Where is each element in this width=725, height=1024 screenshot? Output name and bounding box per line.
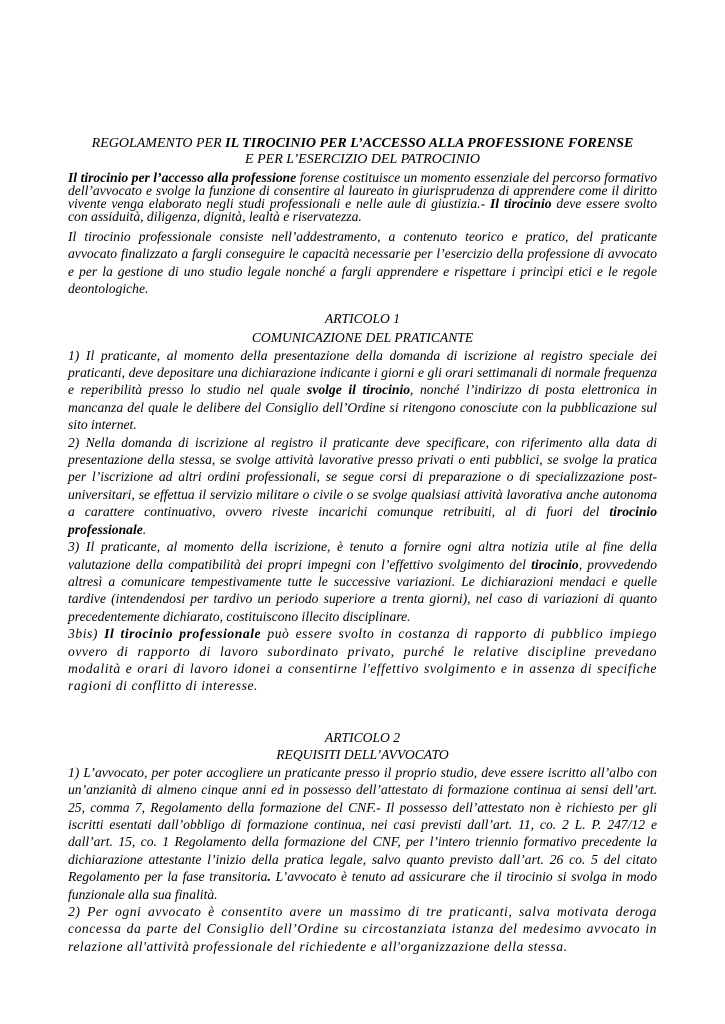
title-line-2: E PER L’ESERCIZIO DEL PATROCINIO [245, 152, 480, 167]
article-2-clause-1: 1) L’avvocato, per poter accogliere un praticante presso il proprio studio, deve essere iscritto all’albo con un’anzianità di almeno cinque anni ed in possesso dell’attestato di formazione continua ai sensi dell’art. 25, comma 7, Regolamento della formazione del CNF.- Il possesso dell’attestato non è richiesto per gli iscritti esentati dall’obbligo di formazione continua, nei casi previsti dall’art. 11, co. 2 L. P. 247/12 e dall’art. 15, co. 1 Regolamento della formazione del CNF, per l’intero triennio formativo precedente la dichiarazione attestante l’inizio della pratica legale, salvo quanto previsto dall’art. 26 co. 5 del citato Regolamento per la fase transitoria. L’avvocato è tenuto ad assicurare che il tirocinio si svolga in modo funzionale alla sua finalità. [68, 764, 658, 902]
title-line-1: REGOLAMENTO PER IL TIROCINIO PER L’ACCESSO ALLA PROFESSIONE FORENSE [91, 136, 634, 151]
article-1-heading: COMUNICAZIONE DEL PRATICANTE [251, 330, 474, 346]
article-1-clause-3: 3) Il praticante, al momento della iscrizione, è tenuto a fornire ogni altra notizia utile al fine della valutazione della compatibilità dei propri impegni con l’effettivo svolgimento del tirocinio, provvedendo altresì a comunicare tempestivamente tutte le successive variazioni. Le dichiarazioni mendaci e quelle tardive (intendendosi per tardivo un periodo superiore a trenta giorni), nel caso di variazioni di quanto precedentemente dichiarato, costituiscono illecito disciplinare. [68, 539, 657, 624]
document-title [68, 136, 657, 168]
intro-paragraph-2: Il tirocinio professionale consiste nell’addestramento, a contenuto teorico e pratico, del praticante avvocato finalizzato a fargli conseguire le capacità necessarie per l’esercizio della professione di avvocato e per la gestione di uno studio legale nonché a fargli apprendere e rispettare i princìpi etici e le regole deontologiche. [68, 229, 657, 297]
article-1-clause-1: 1) Il praticante, al momento della presentazione della domanda di iscrizione al registro speciale dei praticanti, deve depositare una dichiarazione indicante i giorni e gli orari settimanali di normale frequenza e reperibilità presso lo studio nel quale svolge il tirocinio, nonché l’indirizzo di posta elettronica in mancanza del quale le delibere del Consiglio dell’Ordine si ritengono conosciute con la pubblicazione sul sito internet. [68, 347, 657, 433]
document-page [68, 136, 657, 955]
article-2-heading: REQUISITI DELL’AVVOCATO [276, 747, 449, 763]
article-1-clause-3bis: 3bis) Il tirocinio professionale può essere svolto in costanza di rapporto di pubblico impiego ovvero di rapporto di lavoro subordinato privato, purché le relative discipline prevedano modalità e orari di lavoro idonei a consentirne l'effettivo svolgimento e in assenza di specifiche ragioni di conflitto di interesse. [68, 626, 658, 694]
intro-paragraph-1: Il tirocinio per l’accesso alla professione forense costituisce un momento essenziale del percorso formativo dell’avvocato e svolge la funzione di consentire al laureato in giurisprudenza di apprendere come il diritto vivente venga elaborato negli studi professionali e nelle aule di giustizia.- Il tirocinio deve essere svolto con assiduità, diligenza, dignità, lealtà e riservatezza. [68, 170, 657, 224]
article-1-number: ARTICOLO 1 [324, 310, 401, 326]
article-2-number: ARTICOLO 2 [324, 729, 401, 745]
article-1-clause-2: 2) Nella domanda di iscrizione al registro il praticante deve specificare, con riferimento alla data di presentazione della stessa, se svolge attività lavorative presso privati o enti pubblici, se svolge la pratica per l’iscrizione ad altri ordini professionali, se segue corsi di preparazione o di specializzazione post-universitari, se effettua il servizio militare o civile o se svolge qualsiasi attività lavorativa anche autonoma a carattere continuativo, ovvero riveste incarichi comunque retribuiti, al di fuori del tirocinio professionale. [68, 434, 657, 537]
article-2-clause-2: 2) Per ogni avvocato è consentito avere un massimo di tre praticanti, salva motivata deroga concessa da parte del Consiglio dell’Ordine su circostanziata istanza del medesimo avvocato in relazione all'attività professionale del richiedente e all'organizzazione della stessa. [68, 904, 657, 954]
